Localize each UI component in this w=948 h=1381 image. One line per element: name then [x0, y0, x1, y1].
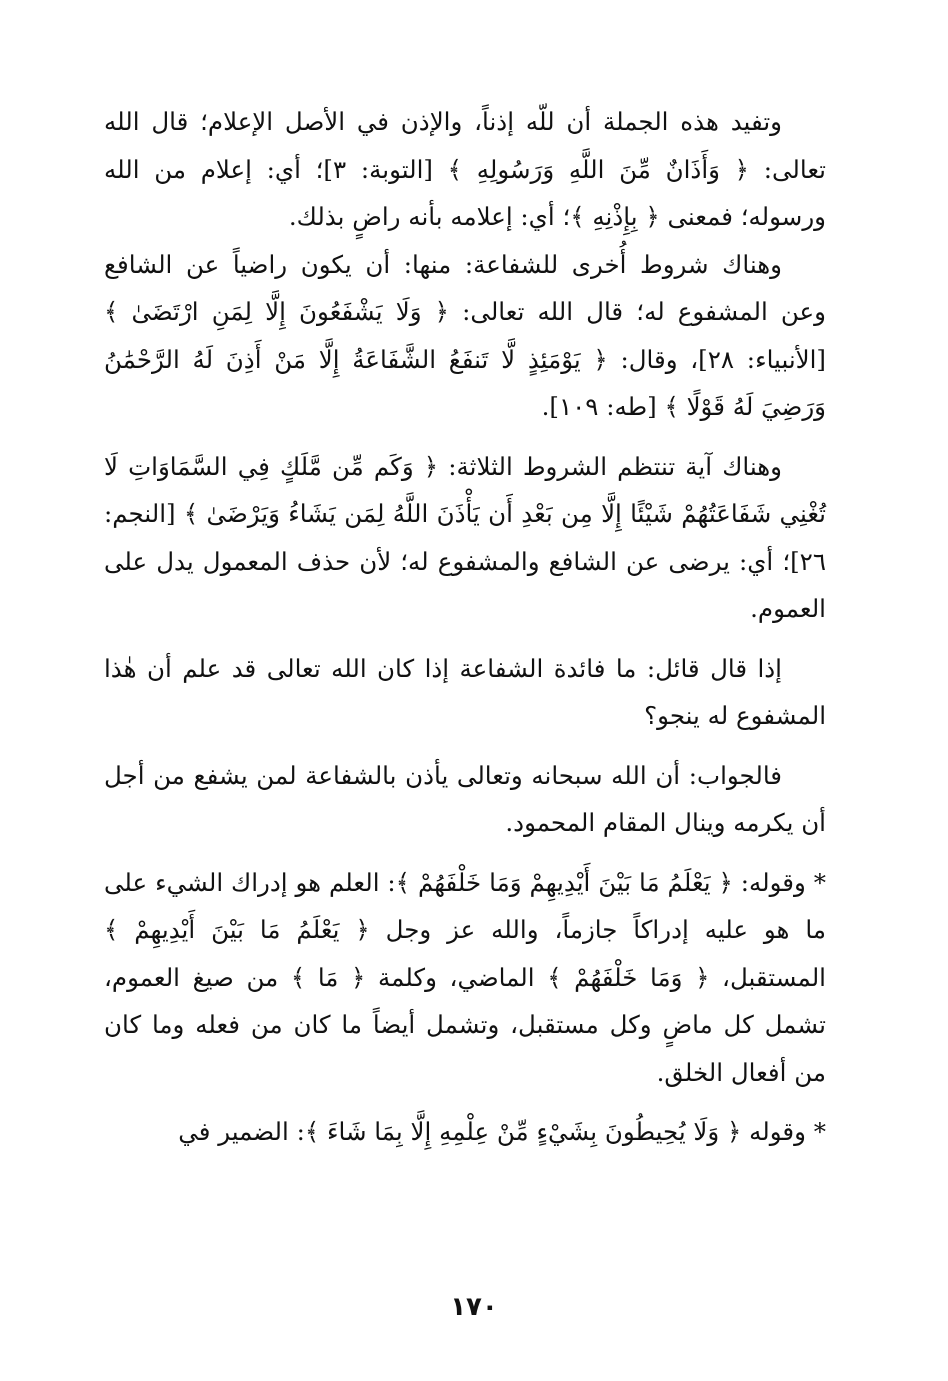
- paragraph-answer: فالجواب: أن الله سبحانه وتعالى يأذن بالشفاعة لمن يشفع من أجل أن يكرمه وينال المقام المحمود.: [104, 760, 826, 837]
- paragraph-encompass: * وقوله ﴿ وَلَا يُحِيطُونَ بِشَيْءٍ مِّنْ عِلْمِهِ إِلَّا بِمَا شَاءَ ﴾: الضمير في: [178, 1117, 826, 1146]
- page-body: [104, 98, 826, 1156]
- paragraph-knowledge: * وقوله: ﴿ يَعْلَمُ مَا بَيْنَ أَيْدِيهِمْ وَمَا خَلْفَهُمْ ﴾: العلم هو إدراك الشيء على ما هو عليه إدراكاً جازماً، والله عز وجل ﴿ يَعْلَمُ مَا بَيْنَ أَيْدِيهِمْ ﴾ المستقبل، ﴿ وَمَا خَلْفَهُمْ ﴾ الماضي، وكلمة ﴿ مَا ﴾ من صيغ العموم، تشمل كل ماضٍ وكل مستقبل، وتشمل أيضاً ما كان من فعله وما كان من أفعال الخلق.: [104, 867, 826, 1087]
- page-number: ١٧٠: [450, 1292, 498, 1322]
- paragraph-three-conditions-verse: وهناك آية تنتظم الشروط الثلاثة: ﴿ وَكَم مِّن مَّلَكٍ فِي السَّمَاوَاتِ لَا تُغْنِي شَفَاعَتُهُمْ شَيْئًا إِلَّا مِن بَعْدِ أَن يَأْذَنَ اللَّهُ لِمَن يَشَاءُ وَيَرْضَىٰ ﴾ [النجم: ٢٦]؛ أي: يرضى عن الشافع والمشفوع له؛ لأن حذف المعمول يدل على العموم.: [104, 451, 826, 623]
- paragraph-intercession-conditions: وهناك شروط أُخرى للشفاعة: منها: أن يكون راضياً عن الشافع وعن المشفوع له؛ قال الله تعالى: ﴿ وَلَا يَشْفَعُونَ إِلَّا لِمَنِ ارْتَضَىٰ ﴾ [الأنبياء: ٢٨]، وقال: ﴿ يَوْمَئِذٍ لَّا تَنفَعُ الشَّفَاعَةُ إِلَّا مَنْ أَذِنَ لَهُ الرَّحْمَٰنُ وَرَضِيَ لَهُ قَوْلًا ﴾ [طه: ١٠٩].: [104, 249, 826, 421]
- paragraph-idhn-meaning: وتفيد هذه الجملة أن للّه إذناً، والإذن في الأصل الإعلام؛ قال الله تعالى: ﴿ وَأَذَانٌ مِّنَ اللَّهِ وَرَسُولِهِ ﴾ [التوبة: ٣]؛ أي: إعلام من الله ورسوله؛ فمعنى ﴿ بِإِذْنِهِ ﴾؛ أي: إعلامه بأنه راضٍ بذلك.: [104, 107, 826, 231]
- paragraph-question: إذا قال قائل: ما فائدة الشفاعة إذا كان الله تعالى قد علم أن هٰذا المشفوع له ينجو؟: [104, 653, 826, 730]
